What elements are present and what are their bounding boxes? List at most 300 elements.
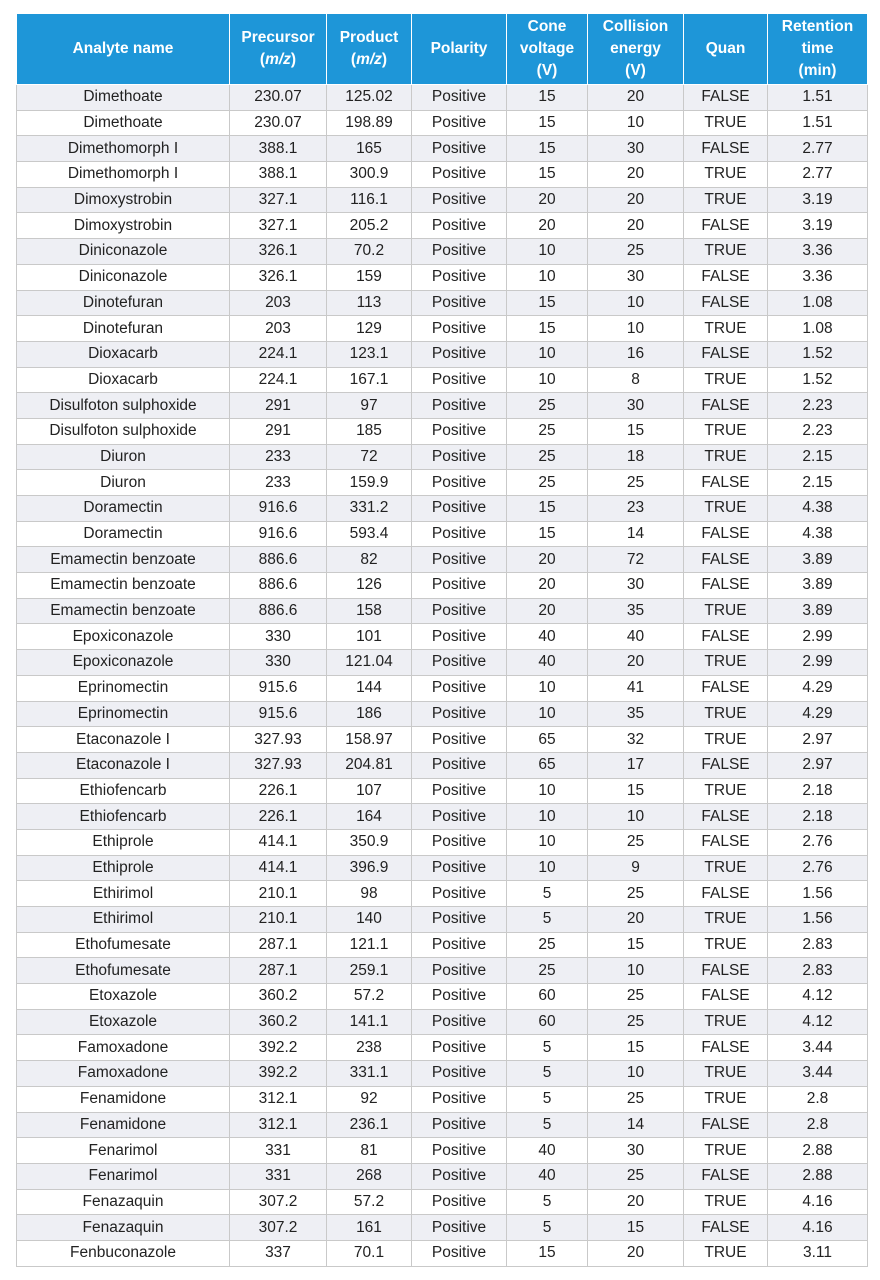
cell-product: 57.2 — [327, 1189, 412, 1215]
cell-analyte-name: Ethofumesate — [17, 932, 230, 958]
cell-collision-energy: 32 — [588, 727, 684, 753]
cell-collision-energy: 15 — [588, 932, 684, 958]
cell-cone-voltage: 15 — [507, 1240, 588, 1266]
cell-analyte-name: Fenarimol — [17, 1163, 230, 1189]
cell-precursor: 886.6 — [230, 598, 327, 624]
table-row — [17, 1189, 868, 1215]
cell-precursor: 327.1 — [230, 213, 327, 239]
cell-polarity: Positive — [412, 1240, 507, 1266]
table-row — [17, 444, 868, 470]
table-row — [17, 1112, 868, 1138]
cell-retention-time: 3.89 — [768, 598, 868, 624]
cell-cone-voltage: 15 — [507, 290, 588, 316]
cell-polarity: Positive — [412, 855, 507, 881]
cell-collision-energy: 15 — [588, 418, 684, 444]
cell-precursor: 915.6 — [230, 701, 327, 727]
cell-polarity: Positive — [412, 187, 507, 213]
table-row — [17, 393, 868, 419]
cell-quan: FALSE — [684, 521, 768, 547]
cell-analyte-name: Fenazaquin — [17, 1189, 230, 1215]
cell-precursor: 233 — [230, 470, 327, 496]
cell-precursor: 360.2 — [230, 984, 327, 1010]
cell-retention-time: 2.8 — [768, 1112, 868, 1138]
cell-cone-voltage: 5 — [507, 1215, 588, 1241]
cell-quan: FALSE — [684, 547, 768, 573]
cell-retention-time: 1.08 — [768, 316, 868, 342]
cell-analyte-name: Eprinomectin — [17, 701, 230, 727]
cell-cone-voltage: 15 — [507, 521, 588, 547]
cell-precursor: 392.2 — [230, 1035, 327, 1061]
cell-analyte-name: Dioxacarb — [17, 367, 230, 393]
table-row — [17, 1009, 868, 1035]
cell-quan: FALSE — [684, 1215, 768, 1241]
cell-analyte-name: Ethirimol — [17, 881, 230, 907]
header-polarity — [412, 14, 507, 85]
table-row — [17, 1035, 868, 1061]
cell-retention-time: 3.19 — [768, 213, 868, 239]
cell-retention-time: 4.38 — [768, 496, 868, 522]
cell-cone-voltage: 10 — [507, 239, 588, 265]
cell-product: 300.9 — [327, 162, 412, 188]
cell-quan: FALSE — [684, 341, 768, 367]
cell-collision-energy: 30 — [588, 1138, 684, 1164]
cell-analyte-name: Ethiofencarb — [17, 778, 230, 804]
cell-quan: TRUE — [684, 932, 768, 958]
cell-precursor: 330 — [230, 650, 327, 676]
cell-polarity: Positive — [412, 1189, 507, 1215]
cell-cone-voltage: 5 — [507, 907, 588, 933]
cell-polarity: Positive — [412, 290, 507, 316]
table-row — [17, 573, 868, 599]
cell-cone-voltage: 15 — [507, 136, 588, 162]
cell-quan: FALSE — [684, 804, 768, 830]
cell-precursor: 326.1 — [230, 264, 327, 290]
cell-analyte-name: Disulfoton sulphoxide — [17, 393, 230, 419]
cell-product: 259.1 — [327, 958, 412, 984]
cell-analyte-name: Ethiprole — [17, 855, 230, 881]
cell-polarity: Positive — [412, 829, 507, 855]
table-row — [17, 804, 868, 830]
header-label-line: Polarity — [430, 40, 488, 57]
cell-product: 141.1 — [327, 1009, 412, 1035]
cell-product: 107 — [327, 778, 412, 804]
cell-collision-energy: 20 — [588, 187, 684, 213]
cell-analyte-name: Dimethomorph I — [17, 136, 230, 162]
cell-retention-time: 4.38 — [768, 521, 868, 547]
table-row — [17, 290, 868, 316]
cell-cone-voltage: 60 — [507, 984, 588, 1010]
cell-collision-energy: 25 — [588, 829, 684, 855]
table-row — [17, 1215, 868, 1241]
cell-retention-time: 1.56 — [768, 907, 868, 933]
cell-polarity: Positive — [412, 496, 507, 522]
cell-polarity: Positive — [412, 341, 507, 367]
cell-collision-energy: 10 — [588, 958, 684, 984]
cell-collision-energy: 30 — [588, 573, 684, 599]
cell-collision-energy: 30 — [588, 136, 684, 162]
cell-analyte-name: Famoxadone — [17, 1035, 230, 1061]
cell-retention-time: 3.11 — [768, 1240, 868, 1266]
cell-product: 238 — [327, 1035, 412, 1061]
cell-cone-voltage: 40 — [507, 1138, 588, 1164]
cell-polarity: Positive — [412, 778, 507, 804]
cell-quan: FALSE — [684, 881, 768, 907]
cell-collision-energy: 14 — [588, 1112, 684, 1138]
header-label-line: energy — [610, 40, 661, 57]
table-row — [17, 341, 868, 367]
cell-polarity: Positive — [412, 958, 507, 984]
cell-retention-time: 2.83 — [768, 958, 868, 984]
cell-precursor: 210.1 — [230, 881, 327, 907]
cell-polarity: Positive — [412, 984, 507, 1010]
cell-precursor: 312.1 — [230, 1112, 327, 1138]
header-collision-energy — [588, 14, 684, 85]
cell-collision-energy: 20 — [588, 1189, 684, 1215]
cell-quan: TRUE — [684, 1086, 768, 1112]
cell-product: 113 — [327, 290, 412, 316]
cell-retention-time: 4.16 — [768, 1215, 868, 1241]
cell-polarity: Positive — [412, 573, 507, 599]
cell-product: 204.81 — [327, 752, 412, 778]
cell-polarity: Positive — [412, 136, 507, 162]
cell-collision-energy: 30 — [588, 264, 684, 290]
cell-product: 82 — [327, 547, 412, 573]
cell-quan: FALSE — [684, 290, 768, 316]
table-row — [17, 829, 868, 855]
table-row — [17, 470, 868, 496]
cell-retention-time: 2.15 — [768, 470, 868, 496]
cell-product: 198.89 — [327, 110, 412, 136]
cell-precursor: 307.2 — [230, 1215, 327, 1241]
cell-cone-voltage: 40 — [507, 624, 588, 650]
cell-cone-voltage: 5 — [507, 1086, 588, 1112]
cell-collision-energy: 25 — [588, 1086, 684, 1112]
cell-product: 165 — [327, 136, 412, 162]
table-row — [17, 701, 868, 727]
cell-analyte-name: Ethiprole — [17, 829, 230, 855]
mrm-table-container — [16, 13, 867, 1267]
table-row — [17, 1163, 868, 1189]
cell-precursor: 224.1 — [230, 367, 327, 393]
cell-cone-voltage: 25 — [507, 444, 588, 470]
cell-collision-energy: 20 — [588, 213, 684, 239]
cell-retention-time: 2.76 — [768, 829, 868, 855]
cell-collision-energy: 20 — [588, 650, 684, 676]
cell-analyte-name: Diuron — [17, 470, 230, 496]
cell-analyte-name: Famoxadone — [17, 1061, 230, 1087]
cell-retention-time: 2.18 — [768, 804, 868, 830]
cell-polarity: Positive — [412, 624, 507, 650]
cell-collision-energy: 25 — [588, 984, 684, 1010]
cell-cone-voltage: 25 — [507, 418, 588, 444]
cell-collision-energy: 25 — [588, 881, 684, 907]
cell-retention-time: 2.23 — [768, 393, 868, 419]
cell-collision-energy: 14 — [588, 521, 684, 547]
cell-retention-time: 1.51 — [768, 110, 868, 136]
cell-product: 205.2 — [327, 213, 412, 239]
cell-product: 123.1 — [327, 341, 412, 367]
header-label-line: time — [801, 40, 834, 57]
cell-quan: FALSE — [684, 752, 768, 778]
cell-product: 70.1 — [327, 1240, 412, 1266]
cell-collision-energy: 15 — [588, 778, 684, 804]
cell-polarity: Positive — [412, 316, 507, 342]
cell-polarity: Positive — [412, 907, 507, 933]
cell-product: 164 — [327, 804, 412, 830]
cell-polarity: Positive — [412, 393, 507, 419]
cell-retention-time: 2.88 — [768, 1138, 868, 1164]
cell-analyte-name: Fenamidone — [17, 1086, 230, 1112]
cell-precursor: 330 — [230, 624, 327, 650]
cell-polarity: Positive — [412, 110, 507, 136]
cell-analyte-name: Epoxiconazole — [17, 624, 230, 650]
cell-analyte-name: Ethirimol — [17, 907, 230, 933]
cell-product: 97 — [327, 393, 412, 419]
cell-polarity: Positive — [412, 752, 507, 778]
cell-collision-energy: 30 — [588, 393, 684, 419]
cell-retention-time: 1.56 — [768, 881, 868, 907]
cell-cone-voltage: 5 — [507, 1035, 588, 1061]
cell-precursor: 287.1 — [230, 958, 327, 984]
cell-retention-time: 1.52 — [768, 367, 868, 393]
cell-product: 593.4 — [327, 521, 412, 547]
cell-quan: FALSE — [684, 1163, 768, 1189]
cell-polarity: Positive — [412, 804, 507, 830]
cell-precursor: 331 — [230, 1163, 327, 1189]
cell-cone-voltage: 15 — [507, 162, 588, 188]
cell-analyte-name: Dinotefuran — [17, 316, 230, 342]
table-header-row — [17, 14, 868, 85]
cell-analyte-name: Fenbuconazole — [17, 1240, 230, 1266]
cell-quan: FALSE — [684, 136, 768, 162]
table-row — [17, 958, 868, 984]
cell-product: 125.02 — [327, 85, 412, 111]
cell-analyte-name: Fenamidone — [17, 1112, 230, 1138]
header-unit: m/z — [265, 51, 291, 68]
cell-retention-time: 2.18 — [768, 778, 868, 804]
cell-precursor: 327.93 — [230, 727, 327, 753]
cell-cone-voltage: 5 — [507, 1061, 588, 1087]
cell-precursor: 388.1 — [230, 136, 327, 162]
cell-product: 331.2 — [327, 496, 412, 522]
cell-quan: TRUE — [684, 701, 768, 727]
cell-cone-voltage: 25 — [507, 393, 588, 419]
cell-product: 159 — [327, 264, 412, 290]
cell-collision-energy: 10 — [588, 1061, 684, 1087]
cell-collision-energy: 15 — [588, 1035, 684, 1061]
cell-polarity: Positive — [412, 239, 507, 265]
cell-retention-time: 4.12 — [768, 1009, 868, 1035]
cell-analyte-name: Etaconazole I — [17, 752, 230, 778]
cell-analyte-name: Eprinomectin — [17, 675, 230, 701]
cell-cone-voltage: 20 — [507, 598, 588, 624]
cell-quan: FALSE — [684, 573, 768, 599]
cell-product: 121.1 — [327, 932, 412, 958]
table-row — [17, 881, 868, 907]
cell-product: 396.9 — [327, 855, 412, 881]
cell-product: 57.2 — [327, 984, 412, 1010]
cell-product: 236.1 — [327, 1112, 412, 1138]
cell-analyte-name: Etoxazole — [17, 1009, 230, 1035]
header-quan — [684, 14, 768, 85]
cell-retention-time: 2.23 — [768, 418, 868, 444]
cell-cone-voltage: 20 — [507, 573, 588, 599]
header-label-line: Collision — [602, 18, 669, 35]
cell-analyte-name: Dimethoate — [17, 85, 230, 111]
cell-precursor: 327.1 — [230, 187, 327, 213]
cell-product: 70.2 — [327, 239, 412, 265]
cell-cone-voltage: 25 — [507, 470, 588, 496]
cell-collision-energy: 20 — [588, 1240, 684, 1266]
cell-analyte-name: Epoxiconazole — [17, 650, 230, 676]
cell-precursor: 224.1 — [230, 341, 327, 367]
cell-quan: FALSE — [684, 213, 768, 239]
cell-collision-energy: 25 — [588, 1009, 684, 1035]
cell-analyte-name: Emamectin benzoate — [17, 573, 230, 599]
header-product: Product (m/z) — [327, 14, 412, 85]
cell-product: 121.04 — [327, 650, 412, 676]
cell-retention-time: 2.15 — [768, 444, 868, 470]
cell-polarity: Positive — [412, 1138, 507, 1164]
cell-cone-voltage: 25 — [507, 932, 588, 958]
cell-precursor: 414.1 — [230, 829, 327, 855]
cell-product: 144 — [327, 675, 412, 701]
cell-collision-energy: 16 — [588, 341, 684, 367]
cell-retention-time: 2.77 — [768, 162, 868, 188]
cell-polarity: Positive — [412, 701, 507, 727]
table-row — [17, 367, 868, 393]
cell-quan: TRUE — [684, 598, 768, 624]
cell-product: 186 — [327, 701, 412, 727]
cell-polarity: Positive — [412, 1215, 507, 1241]
cell-analyte-name: Diniconazole — [17, 264, 230, 290]
table-row — [17, 110, 868, 136]
cell-cone-voltage: 10 — [507, 341, 588, 367]
cell-analyte-name: Dimoxystrobin — [17, 187, 230, 213]
cell-product: 158 — [327, 598, 412, 624]
table-row — [17, 187, 868, 213]
cell-analyte-name: Ethiofencarb — [17, 804, 230, 830]
table-row — [17, 1061, 868, 1087]
cell-retention-time: 4.12 — [768, 984, 868, 1010]
cell-cone-voltage: 20 — [507, 547, 588, 573]
cell-polarity: Positive — [412, 1061, 507, 1087]
cell-polarity: Positive — [412, 1009, 507, 1035]
cell-precursor: 230.07 — [230, 85, 327, 111]
cell-precursor: 312.1 — [230, 1086, 327, 1112]
cell-quan: TRUE — [684, 316, 768, 342]
cell-collision-energy: 41 — [588, 675, 684, 701]
cell-collision-energy: 25 — [588, 470, 684, 496]
cell-cone-voltage: 10 — [507, 701, 588, 727]
cell-collision-energy: 35 — [588, 598, 684, 624]
cell-product: 158.97 — [327, 727, 412, 753]
cell-cone-voltage: 10 — [507, 804, 588, 830]
cell-quan: FALSE — [684, 624, 768, 650]
cell-cone-voltage: 15 — [507, 110, 588, 136]
cell-retention-time: 2.97 — [768, 727, 868, 753]
header-label-line: Cone — [527, 18, 567, 35]
header-label-line: (min) — [798, 62, 837, 79]
cell-analyte-name: Disulfoton sulphoxide — [17, 418, 230, 444]
cell-polarity: Positive — [412, 213, 507, 239]
table-row — [17, 213, 868, 239]
cell-product: 167.1 — [327, 367, 412, 393]
header-analyte-name — [17, 14, 230, 85]
cell-precursor: 331 — [230, 1138, 327, 1164]
cell-polarity: Positive — [412, 1112, 507, 1138]
cell-precursor: 210.1 — [230, 907, 327, 933]
cell-quan: FALSE — [684, 1035, 768, 1061]
header-label-line: Precursor — [241, 29, 315, 46]
cell-analyte-name: Emamectin benzoate — [17, 598, 230, 624]
cell-retention-time: 4.29 — [768, 675, 868, 701]
cell-precursor: 287.1 — [230, 932, 327, 958]
cell-precursor: 886.6 — [230, 573, 327, 599]
cell-precursor: 392.2 — [230, 1061, 327, 1087]
cell-analyte-name: Emamectin benzoate — [17, 547, 230, 573]
cell-precursor: 916.6 — [230, 496, 327, 522]
cell-precursor: 226.1 — [230, 804, 327, 830]
cell-retention-time: 2.99 — [768, 650, 868, 676]
cell-analyte-name: Dioxacarb — [17, 341, 230, 367]
table-row — [17, 1138, 868, 1164]
table-row — [17, 778, 868, 804]
cell-collision-energy: 20 — [588, 162, 684, 188]
cell-analyte-name: Diuron — [17, 444, 230, 470]
cell-polarity: Positive — [412, 418, 507, 444]
cell-precursor: 337 — [230, 1240, 327, 1266]
cell-analyte-name: Doramectin — [17, 521, 230, 547]
header-label-line: (V) — [536, 62, 558, 79]
cell-polarity: Positive — [412, 444, 507, 470]
cell-precursor: 226.1 — [230, 778, 327, 804]
cell-collision-energy: 10 — [588, 804, 684, 830]
cell-retention-time: 3.89 — [768, 547, 868, 573]
cell-polarity: Positive — [412, 470, 507, 496]
table-row — [17, 624, 868, 650]
table-row — [17, 675, 868, 701]
table-row — [17, 932, 868, 958]
table-row — [17, 1240, 868, 1266]
table-row — [17, 547, 868, 573]
table-row — [17, 521, 868, 547]
cell-quan: TRUE — [684, 418, 768, 444]
cell-product: 159.9 — [327, 470, 412, 496]
header-label-line: Analyte name — [72, 40, 174, 57]
cell-quan: TRUE — [684, 1189, 768, 1215]
cell-quan: TRUE — [684, 187, 768, 213]
table-row — [17, 855, 868, 881]
cell-quan: TRUE — [684, 650, 768, 676]
cell-quan: TRUE — [684, 496, 768, 522]
cell-collision-energy: 9 — [588, 855, 684, 881]
cell-retention-time: 1.52 — [768, 341, 868, 367]
cell-polarity: Positive — [412, 162, 507, 188]
cell-analyte-name: Dimethoate — [17, 110, 230, 136]
cell-quan: TRUE — [684, 162, 768, 188]
table-row — [17, 418, 868, 444]
cell-precursor: 915.6 — [230, 675, 327, 701]
cell-product: 350.9 — [327, 829, 412, 855]
cell-polarity: Positive — [412, 521, 507, 547]
cell-cone-voltage: 40 — [507, 650, 588, 676]
cell-quan: TRUE — [684, 1009, 768, 1035]
cell-precursor: 388.1 — [230, 162, 327, 188]
cell-quan: FALSE — [684, 85, 768, 111]
cell-precursor: 327.93 — [230, 752, 327, 778]
cell-retention-time: 2.77 — [768, 136, 868, 162]
